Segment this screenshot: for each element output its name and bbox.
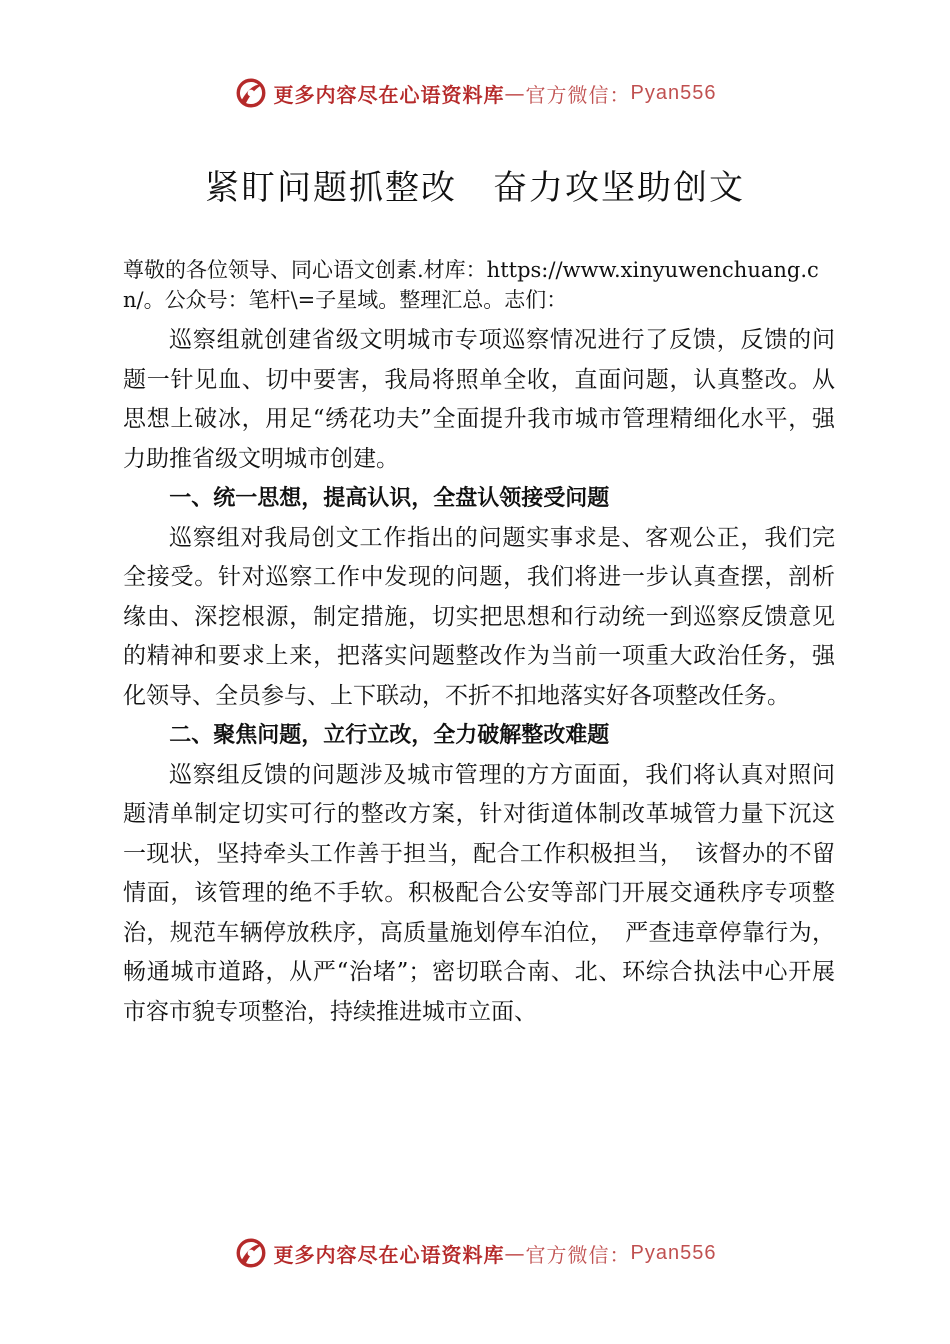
greeting-line: 尊敬的各位领导、同心语文创素.材库：https://www.xinyuwenchuang.cn/。公众号：笔杆\=子星域。整理汇总。志们：	[123, 258, 819, 312]
footer-wechat-id: Pyan556	[630, 1241, 717, 1264]
banner-dash: —	[504, 81, 526, 105]
banner-main-text: 更多内容尽在心语资料库	[273, 82, 505, 107]
footer-wechat-label: 官方微信：	[525, 1242, 631, 1267]
footer-dash: —	[504, 1241, 526, 1265]
paragraph-section-2: 巡察组反馈的问题涉及城市管理的方方面面，我们将认真对照问题清单制定切实可行的整改方案，针对街道体制改革城管力量下沉这一现状，坚持牵头工作善于担当，配合工作积极担当， 该督办的不留情面，该管理的绝不手软。积极配合公安等部门开展交通秩序专项整治，规范车辆停放秩序，高质量施划停车泊位， 严查违章停靠行为，畅通城市道路，从严“治堵”；密切联合南、北、环综合执法中心开展市容市貌专项整治，持续推进城市立面、	[123, 761, 835, 1025]
brand-logo-icon	[234, 76, 268, 110]
header-banner	[0, 73, 950, 113]
section-heading-2: 二、聚焦问题，立行立改，全力破解整改难题	[169, 723, 610, 748]
paragraph-intro: 巡察组就创建省级文明城市专项巡察情况进行了反馈，反馈的问题一针见血、切中要害，我局将照单全收，直面问题，认真整改。从思想上破冰，用足“绣花功夫”全面提升我市城市管理精细化水平，强力助推省级文明城市创建。	[123, 327, 835, 472]
paragraph-section-1: 巡察组对我局创文工作指出的问题实事求是、客观公正，我们完全接受。针对巡察工作中发现的问题，我们将进一步认真查摆，剖析缘由、深挖根源，制定措施，切实把思想和行动统一到巡察反馈意见的精神和要求上来，把落实问题整改作为当前一项重大政治任务，强化领导、全员参与、上下联动，不折不扣地落实好各项整改任务。	[123, 524, 835, 709]
page-title: 紧盯问题抓整改 奋力攻坚助创文	[205, 168, 745, 208]
footer-main-text: 更多内容尽在心语资料库	[273, 1242, 505, 1267]
document-body	[123, 255, 835, 1032]
section-heading-1: 一、统一思想，提高认识，全盘认领接受问题	[169, 486, 610, 511]
banner-wechat-label: 官方微信：	[525, 82, 631, 107]
brand-logo-icon	[234, 1236, 268, 1270]
banner-wechat-id: Pyan556	[630, 81, 717, 104]
footer-banner	[0, 1233, 950, 1273]
